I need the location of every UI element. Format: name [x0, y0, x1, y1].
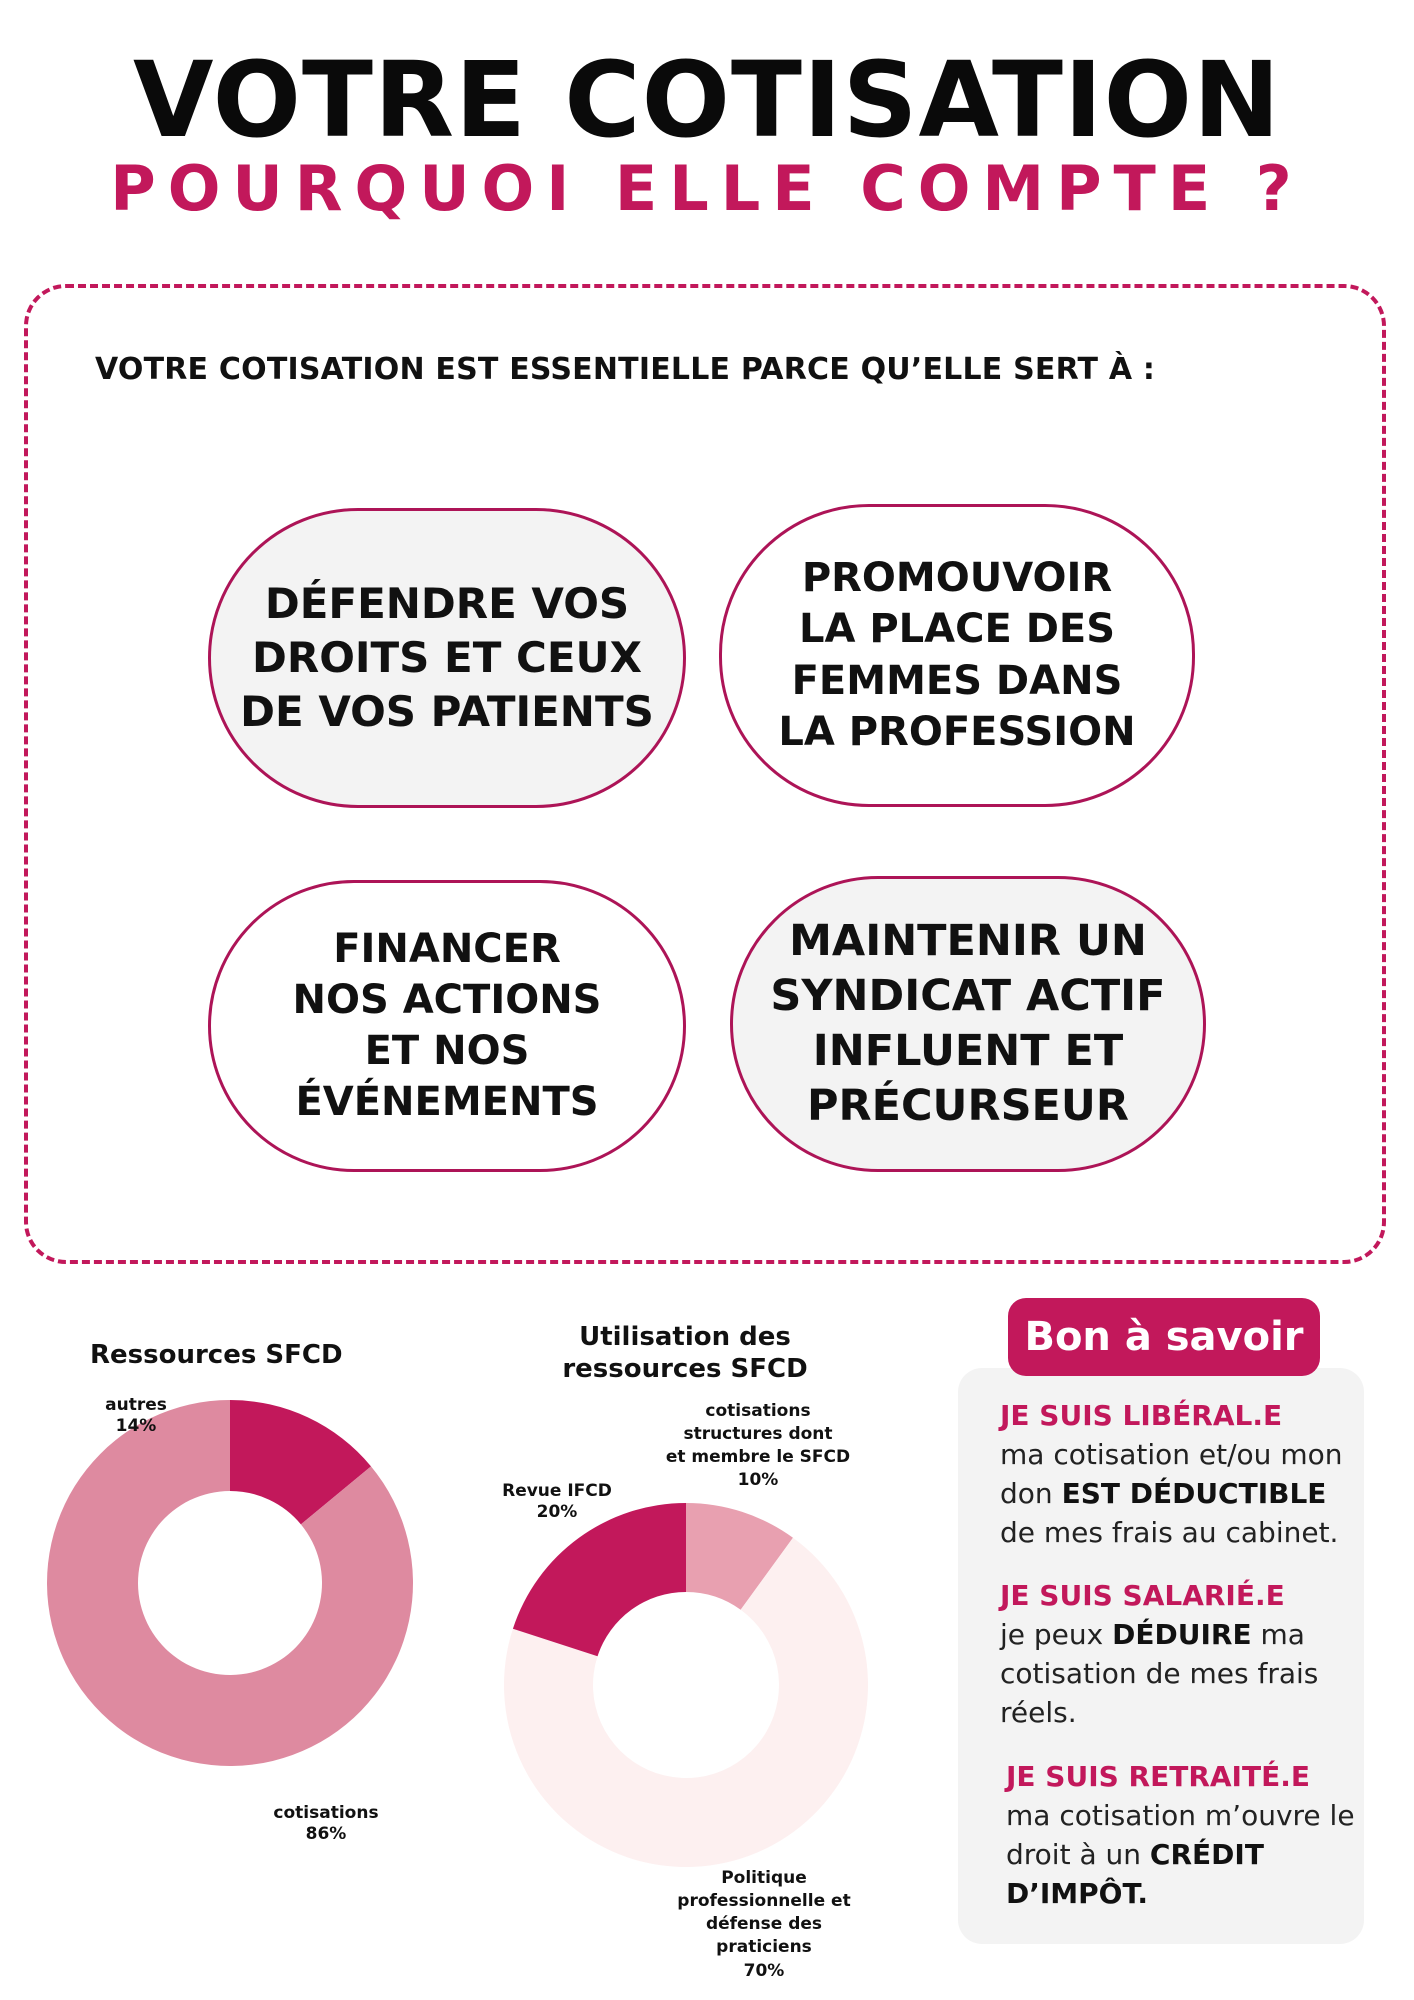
info-section-retraite [1006, 1757, 1356, 1913]
chart1-label-cotisations: cotisations [273, 1803, 379, 1823]
chart2-label-cotisations-line1: cotisations [705, 1401, 811, 1421]
chart2-label-politique-line3: défense des [705, 1914, 823, 1934]
chart2-slice-revue [513, 1503, 686, 1656]
chart2-donut [480, 1400, 900, 1990]
chart2-value-revue: 20% [536, 1502, 578, 1522]
chart1-donut [0, 1380, 480, 1900]
purpose-promote-women [719, 504, 1195, 807]
chart1-value-autres: 14% [115, 1416, 157, 1436]
chart2-label-revue: Revue IFCD [502, 1481, 612, 1501]
info-text: ma cotisation m’ouvre le droit à un [1006, 1799, 1355, 1871]
info-section-salarie [1000, 1576, 1350, 1732]
chart1-title: Ressources SFCD [90, 1340, 343, 1370]
intro-text: VOTRE COTISATION EST ESSENTIELLE PARCE QU’ELLE SERT À : [95, 352, 1156, 387]
chart1-label-autres: autres [105, 1395, 167, 1415]
chart2-label-cotisations-line3: et membre le SFCD [665, 1447, 851, 1467]
info-heading: JE SUIS RETRAITÉ.E [1006, 1760, 1310, 1793]
chart2-label-politique-line1: Politique [721, 1868, 807, 1888]
purpose-text: DÉFENDRE VOS DROITS ET CEUX DE VOS PATIENTS [240, 579, 654, 736]
purpose-text: MAINTENIR UN SYNDICAT ACTIF INFLUENT ET PRÉCURSEUR [770, 915, 1166, 1132]
info-heading: JE SUIS SALARIÉ.E [1000, 1579, 1285, 1612]
purpose-text: FINANCER NOS ACTIONS ET NOS ÉVÉNEMENTS [292, 925, 602, 1126]
chart2-value-cotisations: 10% [737, 1470, 779, 1490]
info-emphasis: EST DÉDUCTIBLE [1061, 1477, 1327, 1510]
chart2-label-politique-line4: praticiens [716, 1937, 812, 1957]
page-subtitle: POURQUOI ELLE COMPTE ? [110, 152, 1304, 225]
purpose-fund-actions [208, 880, 686, 1172]
purpose-text: PROMOUVOIR LA PLACE DES FEMMES DANS LA PROFESSION [778, 555, 1136, 755]
page-title: VOTRE COTISATION [132, 39, 1282, 161]
chart1-value-cotisations: 86% [305, 1824, 347, 1844]
info-section-liberal [1000, 1396, 1350, 1552]
purposes-frame [24, 284, 1386, 1264]
chart2-label-politique-line2: professionnelle et [677, 1891, 851, 1911]
info-badge: Bon à savoir [1008, 1298, 1320, 1376]
info-emphasis: CRÉDIT D’IMPÔT. [1006, 1838, 1264, 1910]
info-text: ma cotisation de mes frais réels. [1000, 1618, 1319, 1729]
purpose-defend-rights [208, 508, 686, 808]
info-emphasis: DÉDUIRE [1112, 1618, 1252, 1651]
chart2-label-cotisations-line2: structures dont [683, 1424, 833, 1444]
info-text: ma cotisation et/ou mon don [1000, 1438, 1343, 1510]
chart2-title: Utilisation des ressources SFCD [562, 1322, 808, 1384]
chart2-value-politique: 70% [743, 1961, 785, 1981]
info-text: je peux [1000, 1618, 1113, 1651]
purpose-active-union [730, 876, 1206, 1172]
info-text: de mes frais au cabinet. [1000, 1516, 1339, 1549]
info-heading: JE SUIS LIBÉRAL.E [1000, 1399, 1283, 1432]
